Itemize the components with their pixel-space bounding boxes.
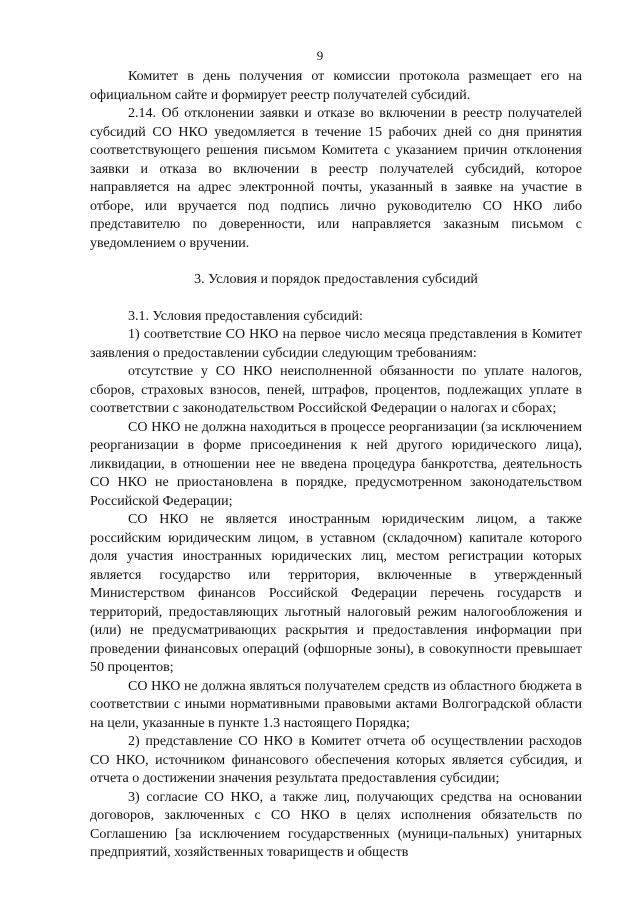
paragraph-condition-2: 2) представление СО НКО в Комитет отчета об осуществлении расходов СО НКО, источником финансового обеспечения которых является субсидия, и отчета о достижении значения результата предоставления субсидии; <box>90 734 582 786</box>
page-number: 9 <box>316 48 324 63</box>
paragraph-condition-1: 1) соответствие СО НКО на первое число месяца представления в Комитет заявления о предоставлении субсидии следующим требованиям: <box>90 327 582 361</box>
paragraph-2-14: 2.14. Об отклонении заявки и отказе во включении в реестр получателей субсидий СО НКО уведомляется в течение 15 рабочих дней со дня принятия соответствующего решения письмом Комитета с указанием причин отклонения заявки и отказа во включении в реестр получателей субсидий, которое направляется на адрес электронной почты, указанный в заявке на участие в отборе, или вручается под подпись лично руководителю СО НКО либо представителю по доверенности, или направляется заказным письмом с уведомлением о вручении. <box>90 106 582 251</box>
paragraph-3-1: 3.1. Условия предоставления субсидий: <box>128 308 363 324</box>
paragraph-committee-protocol: Комитет в день получения от комиссии протокола размещает его на официальном сайте и формирует реестр получателей субсидий. <box>90 69 582 103</box>
paragraph-not-budget-recipient: СО НКО не должна являться получателем средств из областного бюджета в соответствии с иными нормативными правовыми актами Волгоградской области на цели, указанные в пункте 1.3 настоящего Порядка; <box>90 678 582 731</box>
paragraph-no-reorganization: СО НКО не должна находиться в процессе реорганизации (за исключением реорганизации в форме присоединения к ней другого юридического лица), ликвидации, в отношении нее не введена процедура банкротства, деятельность СО НКО не приостановлена в порядке, предусмотренном законодательством Российской Федерации; <box>90 419 582 509</box>
paragraph-not-foreign-entity: СО НКО не является иностранным юридическим лицом, а также российским юридическим лицом, в уставном (складочном) капитале которого доля участия иностранных юридических лиц, местом регистрации которых является государство или территория, включенные в утвержденный Министерством финансов Российской Федерации перечень государств и территорий, предоставляющих льготный налоговый режим налогообложения и (или) не предусматривающих раскрытия и предоставления информации при проведении финансовых операций (офшорные зоны), в совокупности превышает 50 процентов; <box>90 512 582 675</box>
section-heading-3: 3. Условия и порядок предоставления субсидий <box>194 272 478 287</box>
document-body <box>90 68 582 863</box>
paragraph-no-tax-debt: отсутствие у СО НКО неисполненной обязанности по уплате налогов, сборов, страховых взносов, пеней, штрафов, процентов, подлежащих уплате в соответствии с законодательством Российской Федерации о налогах и сборах; <box>90 364 582 416</box>
paragraph-condition-3: 3) согласие СО НКО, а также лиц, получающих средства на основании договоров, заключенных с СО НКО в целях исполнения обязательств по Соглашению [за исключением государственных (муници-пальных) унитарных предприятий, хозяйственных товариществ и обществ <box>90 789 582 860</box>
